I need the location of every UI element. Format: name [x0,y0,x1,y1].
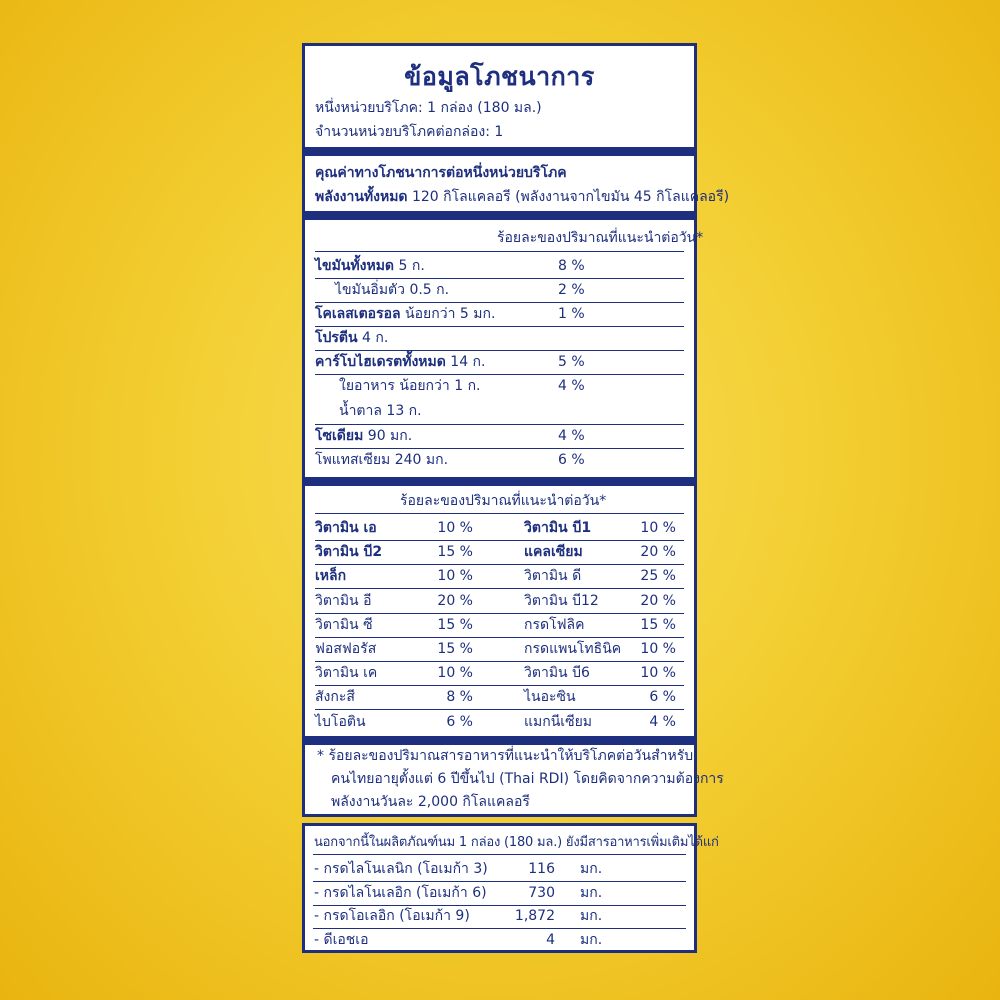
nutrient-name: ไขมันทั้งหมด [315,258,395,274]
macro-pct-header: ร้อยละของปริมาณที่แนะนำต่อวัน* [497,230,704,246]
vitamin-name: วิตามิน บี12 [524,592,599,609]
extra-nutrient-value: 1,872 [514,908,555,924]
nutrient-amount: น้อยกว่า 5 มก. [405,306,496,322]
vitamin-name: วิตามิน อี [315,592,372,609]
nutrient-pct: 5 % [558,354,585,370]
divider [315,637,684,638]
divider [315,540,684,541]
macro-row [315,329,388,347]
divider [315,709,684,710]
extra-heading: นอกจากนี้ในผลิตภัณฑ์นม 1 กล่อง (180 มล.) ยังมีสารอาหารเพิ่มเติมได้แก่ [314,835,719,850]
vitamin-name: แคลเซียม [524,544,583,561]
divider [313,928,686,929]
divider [313,854,686,855]
nutrient-amount: 13 ก. [386,403,422,419]
nutrient-name: ไขมันอิ่มตัว [335,282,405,298]
macro-row [315,257,425,275]
vitamin-pct: 20 % [640,544,676,561]
vitamin-pct: 15 % [437,616,473,633]
nutrient-pct: 4 % [558,428,585,444]
divider [315,513,684,514]
extra-nutrient-value: 730 [528,884,555,901]
macro-row [315,451,448,469]
label-title: ข้อมูลโภชนาการ [404,62,595,91]
section-divider [305,736,694,745]
vitamin-name: แมกนีเซียม [524,713,593,730]
nutrient-name: น้ำตาล [339,403,382,419]
vitamin-pct: 10 % [640,641,676,657]
nutrient-name: โปรตีน [315,330,358,346]
nutrient-amount: น้อยกว่า 1 ก. [399,378,481,394]
vitamin-pct: 25 % [640,568,676,585]
nutrient-amount: 14 ก. [450,354,486,370]
nutrient-pct: 1 % [558,306,585,322]
energy-line [315,188,729,206]
section-divider [305,147,694,156]
divider [315,613,684,614]
nutrient-name: คาร์โบไฮเดรตทั้งหมด [315,354,446,370]
vitamin-pct: 10 % [640,665,676,682]
vitamin-name: ฟอสฟอรัส [315,641,377,657]
vitamin-name: วิตามิน ดี [524,568,582,585]
divider [315,302,684,303]
macro-row [315,353,486,371]
vitamin-pct: 15 % [640,616,676,633]
nutrient-amount: 240 มก. [394,452,449,468]
divider [315,564,684,565]
section-divider [305,477,694,486]
extra-nutrient-unit: มก. [580,884,603,901]
energy-heading: คุณค่าทางโภชนาการต่อหนึ่งหน่วยบริโภค [315,165,567,181]
vitamin-name: วิตามิน บี2 [315,544,383,561]
divider [313,881,686,882]
vitamin-pct-header: ร้อยละของปริมาณที่แนะนำต่อวัน* [400,493,607,509]
vitamin-name: วิตามิน เค [315,665,378,682]
divider [315,685,684,686]
vitamin-name: วิตามิน บี1 [524,520,592,536]
extra-nutrient-value: 116 [528,861,555,877]
divider [315,448,684,449]
vitamin-name: เหล็ก [315,568,347,585]
extra-nutrient-unit: มก. [580,931,603,948]
divider [315,326,684,327]
serving-size: หนึ่งหน่วยบริโภค: 1 กล่อง (180 มล.) [315,100,542,116]
nutrient-amount: 90 มก. [367,428,413,444]
energy-value: 120 กิโลแคลอรี (พลังงานจากไขมัน 45 กิโลแคลอรี) [411,189,730,205]
vitamin-name: กรดแพนโทธินิค [524,641,622,657]
extra-nutrient-name: - กรดไลโนเลอิก (โอเมก้า 6) [314,884,487,901]
vitamin-name: ไนอะซิน [524,689,576,706]
vitamin-pct: 15 % [437,544,473,561]
vitamin-pct: 6 % [446,713,473,730]
vitamin-pct: 20 % [437,592,473,609]
vitamin-name: วิตามิน บี6 [524,665,590,682]
vitamin-pct: 4 % [649,713,676,730]
vitamin-pct: 15 % [437,641,473,657]
vitamin-name: สังกะสี [315,689,355,706]
vitamin-name: ไบโอติน [315,713,366,730]
nutrient-pct: 2 % [558,282,585,298]
macro-row [339,377,481,395]
divider [315,251,684,252]
vitamin-name: วิตามิน เอ [315,520,377,536]
vitamin-pct: 6 % [649,689,676,706]
servings-per-pack: จำนวนหน่วยบริโภคต่อกล่อง: 1 [315,124,504,140]
macro-row [339,402,422,420]
section-divider [305,211,694,220]
vitamin-pct: 8 % [446,689,473,706]
footnote-line-3: พลังงานวันละ 2,000 กิโลแคลอรี [331,794,530,810]
divider [315,374,684,375]
vitamin-pct: 10 % [437,665,473,682]
nutrient-name: โซเดียม [315,428,364,444]
extra-nutrient-unit: มก. [580,908,603,924]
nutrient-name: ใยอาหาร [339,378,395,394]
extra-nutrient-name: - กรดโอเลอิก (โอเมก้า 9) [314,908,470,924]
vitamin-name: วิตามิน ซี [315,616,373,633]
divider [315,588,684,589]
energy-label: พลังงานทั้งหมด [315,189,408,205]
vitamin-pct: 20 % [640,592,676,609]
nutrition-label [302,43,730,817]
vitamin-pct: 10 % [437,568,473,585]
extra-nutrient-name: - ดีเอชเอ [314,931,369,948]
footnote-line-2: คนไทยอายุตั้งแต่ 6 ปีขึ้นไป (Thai RDI) โดยคิดจากความต้องการ [331,771,724,787]
divider [315,661,684,662]
nutrient-name: โคเลสเตอรอล [315,306,401,322]
macro-row [335,281,449,299]
footnote-line-1: * ร้อยละของปริมาณสารอาหารที่แนะนำให้บริโภคต่อวันสำหรับ [317,748,694,764]
extra-nutrient-value: 4 [546,931,555,948]
extra-nutrients-panel [302,823,719,953]
vitamin-name: กรดโฟลิค [524,616,585,633]
nutrient-amount: 0.5 ก. [409,282,450,298]
macro-row [315,305,495,323]
vitamin-pct: 10 % [640,520,676,536]
nutrient-name: โพแทสเซียม [315,452,391,468]
extra-nutrient-unit: มก. [580,861,603,877]
divider [315,424,684,425]
nutrient-pct: 4 % [558,378,585,394]
extra-nutrient-name: - กรดไลโนเลนิก (โอเมก้า 3) [314,861,488,877]
divider [315,350,684,351]
nutrient-pct: 8 % [558,258,585,274]
vitamin-pct: 10 % [437,520,473,536]
divider [315,278,684,279]
nutrient-amount: 5 ก. [398,258,425,274]
macro-row [315,427,412,445]
nutrient-pct: 6 % [558,452,585,468]
divider [313,905,686,906]
nutrient-amount: 4 ก. [362,330,389,346]
